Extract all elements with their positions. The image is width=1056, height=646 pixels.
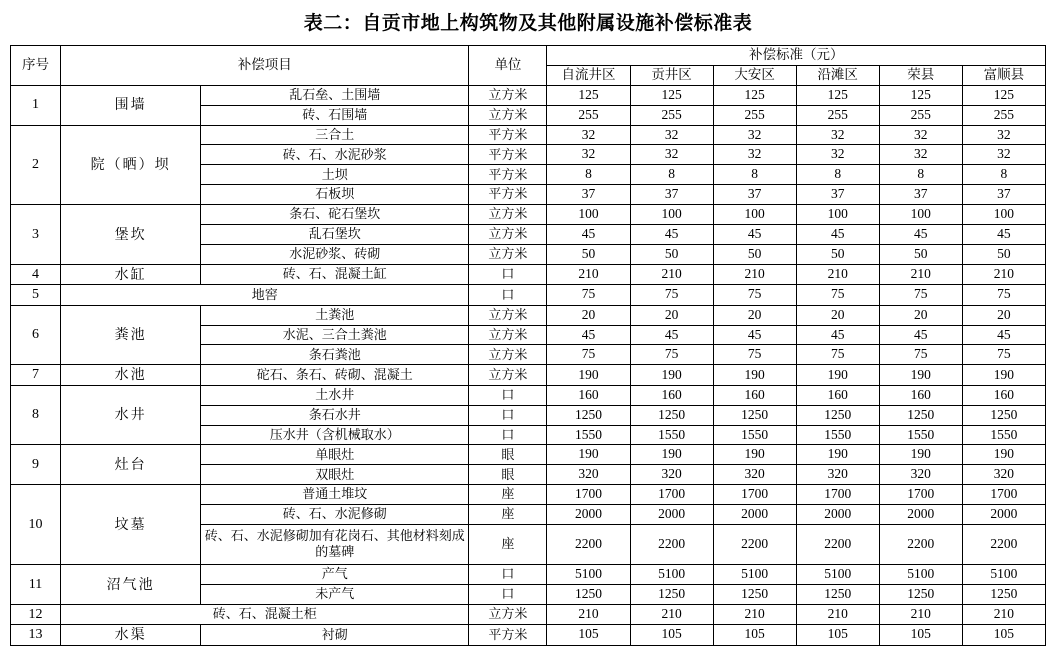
- row-value-0: 160: [547, 385, 630, 405]
- row-value-2: 50: [713, 244, 796, 264]
- row-value-5: 45: [962, 325, 1045, 345]
- row-value-1: 320: [630, 465, 713, 485]
- table-header-row-1: [11, 46, 1046, 66]
- row-value-2: 75: [713, 345, 796, 365]
- row-value-1: 75: [630, 285, 713, 306]
- row-category: 灶台: [61, 445, 201, 485]
- row-value-0: 32: [547, 125, 630, 145]
- row-seq: 8: [11, 385, 61, 445]
- table-head: [11, 46, 1046, 86]
- row-value-4: 160: [879, 385, 962, 405]
- row-seq: 5: [11, 285, 61, 306]
- row-item: 砖、石、混凝土柜: [61, 604, 469, 625]
- row-value-3: 160: [796, 385, 879, 405]
- row-value-2: 8: [713, 165, 796, 185]
- row-item: 双眼灶: [201, 465, 469, 485]
- row-unit: 座: [469, 524, 547, 564]
- row-category: 坟墓: [61, 485, 201, 565]
- row-value-2: 1250: [713, 584, 796, 604]
- row-unit: 立方米: [469, 345, 547, 365]
- row-value-3: 1550: [796, 425, 879, 445]
- row-value-1: 1700: [630, 485, 713, 505]
- row-value-2: 210: [713, 604, 796, 625]
- row-value-4: 5100: [879, 564, 962, 584]
- row-category: 水井: [61, 385, 201, 445]
- row-value-5: 320: [962, 465, 1045, 485]
- row-value-1: 37: [630, 185, 713, 205]
- row-value-1: 105: [630, 625, 713, 646]
- row-value-0: 8: [547, 165, 630, 185]
- row-value-4: 75: [879, 345, 962, 365]
- row-value-2: 32: [713, 125, 796, 145]
- row-value-3: 20: [796, 305, 879, 325]
- row-seq: 9: [11, 445, 61, 485]
- row-value-0: 190: [547, 365, 630, 386]
- row-value-5: 1550: [962, 425, 1045, 445]
- row-item: 土水井: [201, 385, 469, 405]
- row-value-3: 8: [796, 165, 879, 185]
- row-item: 砖、石围墙: [201, 105, 469, 125]
- row-item: 衬砌: [201, 625, 469, 646]
- row-unit: 平方米: [469, 165, 547, 185]
- row-value-0: 75: [547, 345, 630, 365]
- row-value-0: 75: [547, 285, 630, 306]
- row-value-5: 2200: [962, 524, 1045, 564]
- row-category: 水缸: [61, 264, 201, 285]
- row-seq: 13: [11, 625, 61, 646]
- row-value-0: 255: [547, 105, 630, 125]
- row-unit: 眼: [469, 465, 547, 485]
- row-value-4: 1250: [879, 584, 962, 604]
- row-item: 乱石垒、土围墙: [201, 85, 469, 105]
- row-value-3: 1250: [796, 584, 879, 604]
- row-value-5: 45: [962, 224, 1045, 244]
- row-value-5: 1700: [962, 485, 1045, 505]
- row-item: 土坝: [201, 165, 469, 185]
- row-unit: 立方米: [469, 105, 547, 125]
- row-unit: 口: [469, 385, 547, 405]
- row-item: 条石粪池: [201, 345, 469, 365]
- row-value-5: 2000: [962, 505, 1045, 525]
- header-region-0: 自流井区: [547, 65, 630, 85]
- row-value-3: 105: [796, 625, 879, 646]
- row-unit: 立方米: [469, 305, 547, 325]
- row-value-3: 1700: [796, 485, 879, 505]
- row-seq: 1: [11, 85, 61, 125]
- row-value-4: 255: [879, 105, 962, 125]
- row-value-4: 1250: [879, 405, 962, 425]
- compensation-standard-table: [10, 45, 1046, 646]
- row-value-1: 100: [630, 205, 713, 225]
- row-value-2: 160: [713, 385, 796, 405]
- row-value-3: 32: [796, 145, 879, 165]
- row-seq: 4: [11, 264, 61, 285]
- row-value-4: 75: [879, 285, 962, 306]
- page-title: 表二：自贡市地上构筑物及其他附属设施补偿标准表: [303, 13, 753, 34]
- header-standard: 补偿标准（元）: [547, 46, 1046, 66]
- row-value-1: 210: [630, 264, 713, 285]
- table-row: [11, 305, 1046, 325]
- row-value-3: 1250: [796, 405, 879, 425]
- table-row: [11, 285, 1046, 306]
- header-region-5: 富顺县: [962, 65, 1045, 85]
- row-value-3: 100: [796, 205, 879, 225]
- row-value-5: 8: [962, 165, 1045, 185]
- row-seq: 6: [11, 305, 61, 365]
- row-value-4: 8: [879, 165, 962, 185]
- table-row: [11, 445, 1046, 465]
- row-value-5: 32: [962, 125, 1045, 145]
- row-value-0: 50: [547, 244, 630, 264]
- table-row: [11, 564, 1046, 584]
- table-row: [11, 365, 1046, 386]
- row-value-1: 1250: [630, 584, 713, 604]
- row-item: 土粪池: [201, 305, 469, 325]
- row-item: 砖、石、混凝土缸: [201, 264, 469, 285]
- table-row: [11, 125, 1046, 145]
- header-region-2: 大安区: [713, 65, 796, 85]
- row-unit: 立方米: [469, 224, 547, 244]
- row-value-3: 2200: [796, 524, 879, 564]
- row-item: 单眼灶: [201, 445, 469, 465]
- row-value-4: 125: [879, 85, 962, 105]
- row-unit: 座: [469, 485, 547, 505]
- row-value-0: 45: [547, 224, 630, 244]
- row-item: 砖、石、水泥修砌加有花岗石、其他材料刻成的墓碑: [201, 524, 469, 564]
- row-value-1: 50: [630, 244, 713, 264]
- row-unit: 立方米: [469, 365, 547, 386]
- row-unit: 口: [469, 405, 547, 425]
- row-item: 条石水井: [201, 405, 469, 425]
- row-value-0: 1700: [547, 485, 630, 505]
- row-value-2: 255: [713, 105, 796, 125]
- row-value-2: 32: [713, 145, 796, 165]
- row-value-3: 5100: [796, 564, 879, 584]
- row-item: 条石、砣石堡坎: [201, 205, 469, 225]
- row-unit: 立方米: [469, 205, 547, 225]
- row-value-5: 210: [962, 604, 1045, 625]
- row-value-1: 255: [630, 105, 713, 125]
- row-value-5: 160: [962, 385, 1045, 405]
- row-value-2: 190: [713, 365, 796, 386]
- row-value-1: 32: [630, 145, 713, 165]
- row-value-0: 210: [547, 604, 630, 625]
- row-value-2: 105: [713, 625, 796, 646]
- row-value-1: 2200: [630, 524, 713, 564]
- row-value-4: 20: [879, 305, 962, 325]
- row-category: 院（晒）坝: [61, 125, 201, 205]
- row-value-5: 255: [962, 105, 1045, 125]
- row-value-5: 100: [962, 205, 1045, 225]
- table-row: [11, 625, 1046, 646]
- row-value-1: 2000: [630, 505, 713, 525]
- row-value-0: 37: [547, 185, 630, 205]
- row-value-2: 5100: [713, 564, 796, 584]
- row-value-5: 50: [962, 244, 1045, 264]
- row-value-2: 75: [713, 285, 796, 306]
- row-value-0: 190: [547, 445, 630, 465]
- table-row: [11, 85, 1046, 105]
- row-value-1: 5100: [630, 564, 713, 584]
- row-value-1: 1250: [630, 405, 713, 425]
- row-value-3: 32: [796, 125, 879, 145]
- table-row: [11, 604, 1046, 625]
- header-seq: 序号: [11, 46, 61, 86]
- row-value-3: 75: [796, 345, 879, 365]
- row-item: 乱石堡坎: [201, 224, 469, 244]
- table-row: [11, 264, 1046, 285]
- row-item: 砖、石、水泥砂浆: [201, 145, 469, 165]
- header-unit: 单位: [469, 46, 547, 86]
- row-value-2: 1250: [713, 405, 796, 425]
- header-region-1: 贡井区: [630, 65, 713, 85]
- row-value-5: 1250: [962, 584, 1045, 604]
- row-item: 水泥砂浆、砖砌: [201, 244, 469, 264]
- row-value-1: 75: [630, 345, 713, 365]
- row-value-3: 50: [796, 244, 879, 264]
- row-unit: 立方米: [469, 325, 547, 345]
- row-value-2: 2000: [713, 505, 796, 525]
- row-value-5: 37: [962, 185, 1045, 205]
- row-value-0: 320: [547, 465, 630, 485]
- row-value-0: 45: [547, 325, 630, 345]
- row-item: 石板坝: [201, 185, 469, 205]
- row-seq: 12: [11, 604, 61, 625]
- row-unit: 平方米: [469, 185, 547, 205]
- row-unit: 座: [469, 505, 547, 525]
- row-value-2: 45: [713, 224, 796, 244]
- row-value-0: 32: [547, 145, 630, 165]
- row-value-5: 190: [962, 365, 1045, 386]
- row-value-2: 320: [713, 465, 796, 485]
- row-value-4: 320: [879, 465, 962, 485]
- row-item: 水泥、三合土粪池: [201, 325, 469, 345]
- row-seq: 10: [11, 485, 61, 565]
- row-value-1: 32: [630, 125, 713, 145]
- row-item: 产气: [201, 564, 469, 584]
- row-value-1: 190: [630, 445, 713, 465]
- row-value-4: 37: [879, 185, 962, 205]
- row-value-5: 210: [962, 264, 1045, 285]
- row-value-3: 190: [796, 365, 879, 386]
- row-value-1: 190: [630, 365, 713, 386]
- row-value-3: 37: [796, 185, 879, 205]
- row-value-4: 50: [879, 244, 962, 264]
- row-category: 沼气池: [61, 564, 201, 604]
- row-unit: 眼: [469, 445, 547, 465]
- row-unit: 口: [469, 425, 547, 445]
- row-item: 砣石、条石、砖砌、混凝土: [201, 365, 469, 386]
- row-unit: 口: [469, 285, 547, 306]
- row-value-5: 105: [962, 625, 1045, 646]
- row-value-3: 255: [796, 105, 879, 125]
- row-value-3: 320: [796, 465, 879, 485]
- row-value-1: 210: [630, 604, 713, 625]
- row-value-0: 125: [547, 85, 630, 105]
- row-value-3: 210: [796, 264, 879, 285]
- row-value-4: 190: [879, 445, 962, 465]
- row-value-2: 1700: [713, 485, 796, 505]
- row-value-4: 210: [879, 604, 962, 625]
- row-value-4: 2000: [879, 505, 962, 525]
- row-value-3: 190: [796, 445, 879, 465]
- row-value-2: 1550: [713, 425, 796, 445]
- row-value-2: 125: [713, 85, 796, 105]
- table-body: [11, 85, 1046, 645]
- row-value-1: 160: [630, 385, 713, 405]
- row-unit: 立方米: [469, 604, 547, 625]
- row-value-1: 45: [630, 325, 713, 345]
- row-value-0: 1550: [547, 425, 630, 445]
- row-item: 三合土: [201, 125, 469, 145]
- row-value-4: 45: [879, 325, 962, 345]
- row-unit: 平方米: [469, 145, 547, 165]
- row-value-4: 1550: [879, 425, 962, 445]
- row-value-0: 2200: [547, 524, 630, 564]
- header-region-3: 沿滩区: [796, 65, 879, 85]
- row-value-0: 5100: [547, 564, 630, 584]
- row-value-4: 45: [879, 224, 962, 244]
- row-item: 压水井（含机械取水）: [201, 425, 469, 445]
- row-value-2: 45: [713, 325, 796, 345]
- row-value-0: 210: [547, 264, 630, 285]
- row-value-1: 1550: [630, 425, 713, 445]
- row-value-1: 8: [630, 165, 713, 185]
- row-value-4: 105: [879, 625, 962, 646]
- row-value-3: 210: [796, 604, 879, 625]
- row-value-3: 75: [796, 285, 879, 306]
- row-item: 砖、石、水泥修砌: [201, 505, 469, 525]
- row-value-4: 100: [879, 205, 962, 225]
- table-row: [11, 485, 1046, 505]
- row-value-5: 32: [962, 145, 1045, 165]
- row-value-0: 1250: [547, 584, 630, 604]
- row-value-4: 210: [879, 264, 962, 285]
- row-value-0: 20: [547, 305, 630, 325]
- row-value-2: 37: [713, 185, 796, 205]
- row-category: 水渠: [61, 625, 201, 646]
- row-category: 堡坎: [61, 205, 201, 265]
- row-item: 普通土堆坟: [201, 485, 469, 505]
- row-value-5: 75: [962, 345, 1045, 365]
- row-value-5: 1250: [962, 405, 1045, 425]
- row-seq: 3: [11, 205, 61, 265]
- row-value-2: 100: [713, 205, 796, 225]
- row-value-4: 2200: [879, 524, 962, 564]
- row-value-5: 20: [962, 305, 1045, 325]
- row-unit: 口: [469, 564, 547, 584]
- row-value-1: 125: [630, 85, 713, 105]
- row-unit: 平方米: [469, 625, 547, 646]
- row-category: 围墙: [61, 85, 201, 125]
- row-value-4: 32: [879, 125, 962, 145]
- row-value-0: 2000: [547, 505, 630, 525]
- row-value-5: 75: [962, 285, 1045, 306]
- row-unit: 口: [469, 584, 547, 604]
- row-value-5: 190: [962, 445, 1045, 465]
- row-value-3: 45: [796, 224, 879, 244]
- row-value-0: 105: [547, 625, 630, 646]
- row-value-3: 2000: [796, 505, 879, 525]
- row-unit: 平方米: [469, 125, 547, 145]
- row-unit: 立方米: [469, 85, 547, 105]
- row-value-2: 190: [713, 445, 796, 465]
- row-value-2: 2200: [713, 524, 796, 564]
- header-region-4: 荣县: [879, 65, 962, 85]
- row-value-0: 1250: [547, 405, 630, 425]
- row-item: 地窖: [61, 285, 469, 306]
- row-item: 未产气: [201, 584, 469, 604]
- row-unit: 立方米: [469, 244, 547, 264]
- row-category: 粪池: [61, 305, 201, 365]
- row-value-2: 210: [713, 264, 796, 285]
- row-value-5: 125: [962, 85, 1045, 105]
- row-value-3: 45: [796, 325, 879, 345]
- row-value-0: 100: [547, 205, 630, 225]
- row-value-4: 190: [879, 365, 962, 386]
- row-seq: 2: [11, 125, 61, 205]
- row-category: 水池: [61, 365, 201, 386]
- row-unit: 口: [469, 264, 547, 285]
- row-value-4: 32: [879, 145, 962, 165]
- table-row: [11, 205, 1046, 225]
- row-value-5: 5100: [962, 564, 1045, 584]
- row-value-1: 45: [630, 224, 713, 244]
- header-item: 补偿项目: [61, 46, 469, 86]
- row-value-2: 20: [713, 305, 796, 325]
- row-value-1: 20: [630, 305, 713, 325]
- row-value-3: 125: [796, 85, 879, 105]
- row-seq: 7: [11, 365, 61, 386]
- row-value-4: 1700: [879, 485, 962, 505]
- row-seq: 11: [11, 564, 61, 604]
- table-row: [11, 385, 1046, 405]
